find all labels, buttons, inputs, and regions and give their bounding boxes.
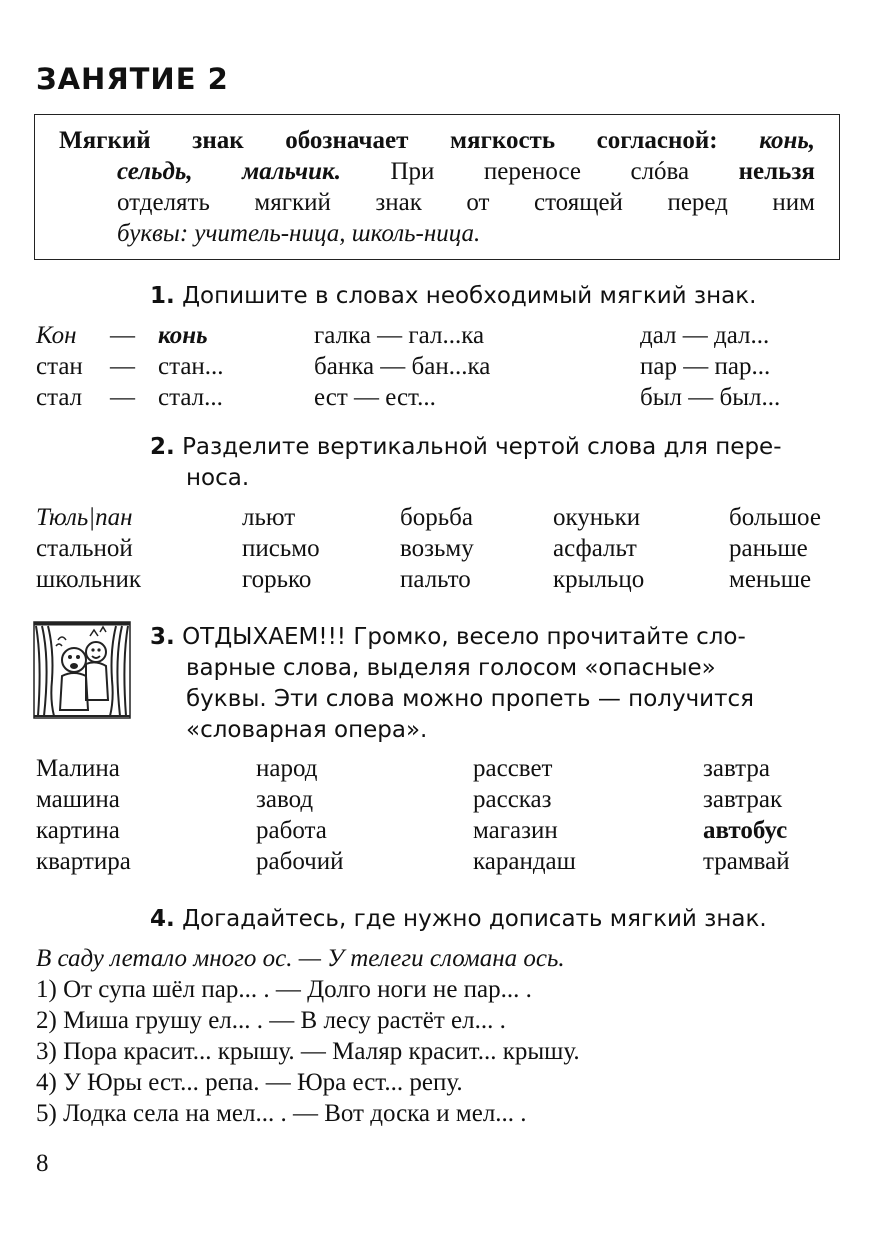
rule-box [34,114,840,260]
rule-line-2: сельдь, мальчик. При переносе слóва нельзя [117,158,815,185]
task3-heading-line2: варные слова, выделяя голосом «опасные» [186,655,716,681]
task2-heading-cont: носа. [186,465,250,491]
task4-item-3: 3) Пора красит... крышу. — Маляр красит... крышу. [36,1038,580,1065]
task4-heading: 4. Догадайтесь, где нужно дописать мягкий знак. [150,906,767,932]
task3-heading-line4: «словарная опера». [186,717,428,743]
page-number: 8 [36,1150,49,1177]
task4-item-4: 4) У Юры ест... репа. — Юра ест... репу. [36,1069,463,1096]
task2-heading: 2. Разделите вертикальной чертой слова для пере- [150,434,782,460]
task1-heading: 1. Допишите в словах необходимый мягкий знак. [150,283,757,309]
task3-heading-line3: буквы. Эти слова можно пропеть — получится [186,686,754,712]
task3-heading: 3. ОТДЫХАЕМ!!! Громко, весело прочитайте сло- [150,624,746,650]
theater-curtain-illustration [32,620,132,720]
task4-example: В саду летало много ос. — У телеги сломана ось. [36,945,565,972]
rule-line-1: Мягкий знак обозначает мягкость согласной: конь, [59,127,815,154]
rule-line-3: отделять мягкий знак от стоящей перед ним [117,189,815,216]
task4-item-5: 5) Лодка села на мел... . — Вот доска и мел... . [36,1100,527,1127]
task4-item-1: 1) От супа шёл пар... . — Долго ноги не пар... . [36,976,532,1003]
rule-line-4: буквы: учитель-ница, школь-ница. [117,220,481,247]
lesson-title: ЗАНЯТИЕ 2 [36,62,229,96]
task4-item-2: 2) Миша грушу ел... . — В лесу растёт ел... . [36,1007,506,1034]
